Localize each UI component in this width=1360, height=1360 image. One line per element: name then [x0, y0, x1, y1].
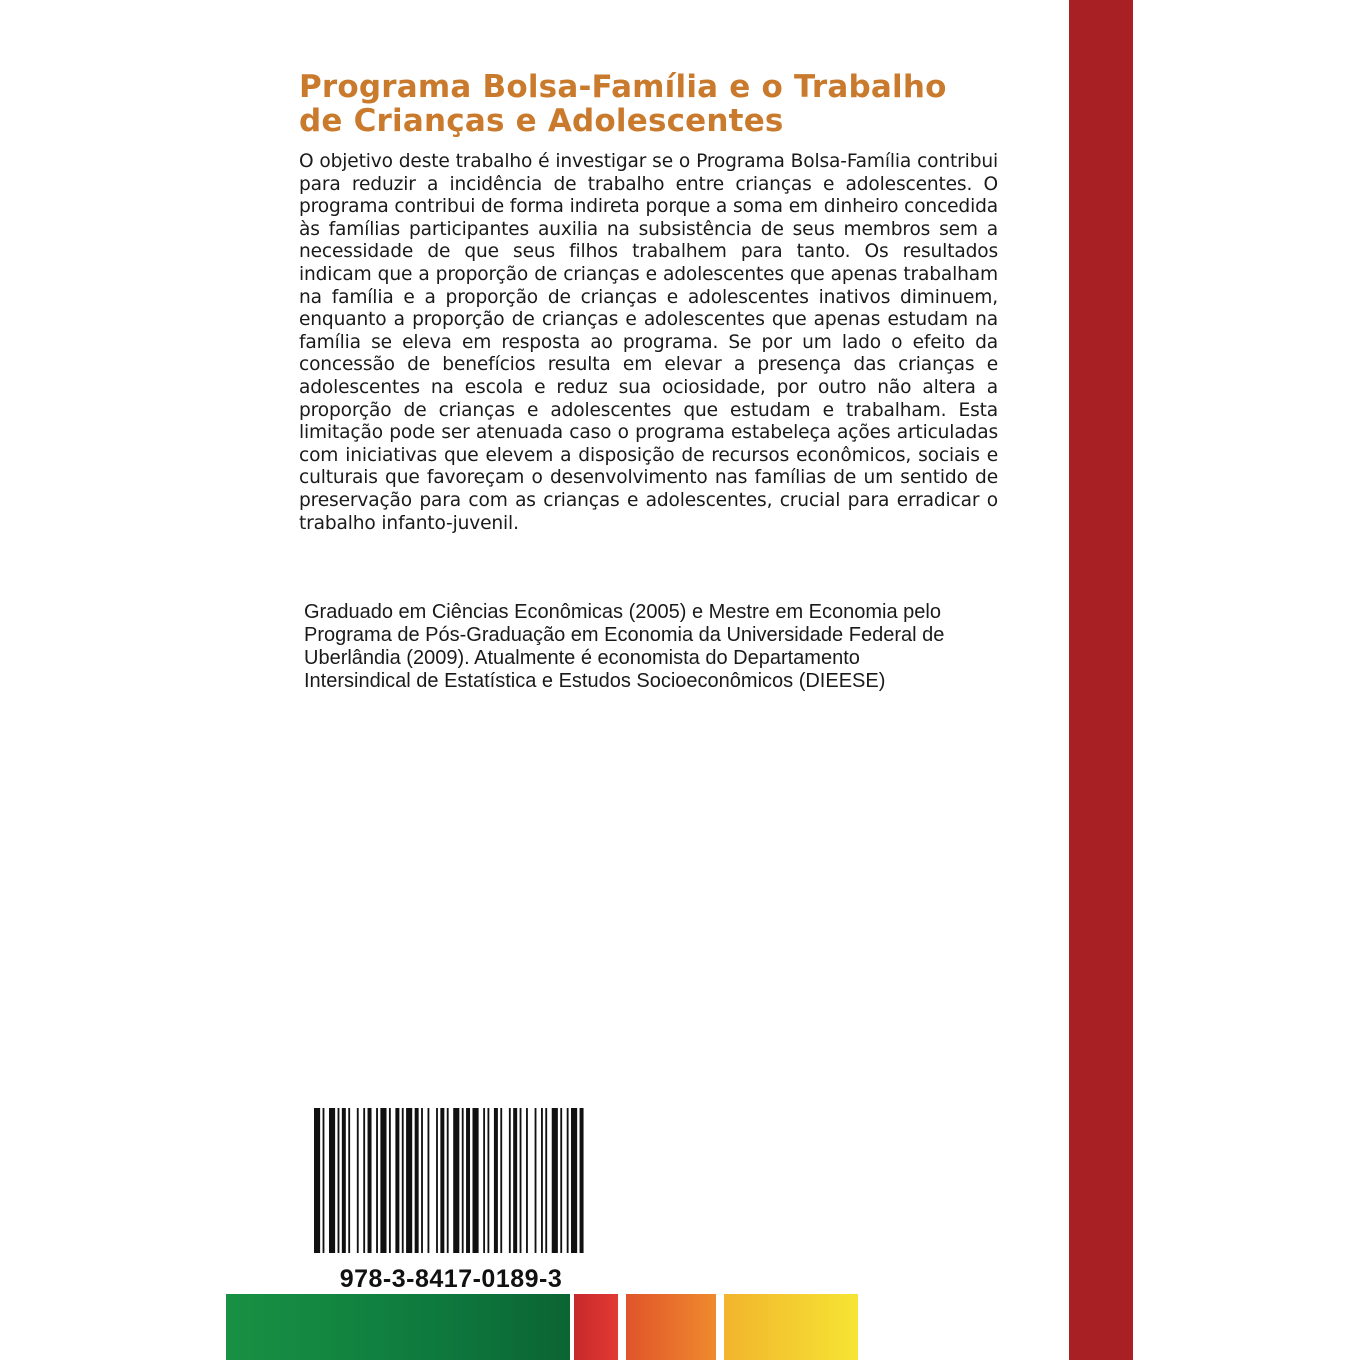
barcode-bar	[323, 1108, 325, 1253]
barcode-icon	[314, 1108, 586, 1253]
barcode-bar	[552, 1108, 558, 1253]
barcode-bar	[509, 1108, 511, 1253]
barcode-bar	[535, 1108, 537, 1253]
bio-line-4: Intersindical de Estatística e Estudos Socioeconômicos (DIEESE)	[304, 670, 886, 692]
color-strip-orange	[626, 1294, 716, 1360]
barcode-bar	[376, 1108, 378, 1253]
barcode-bar	[329, 1108, 335, 1253]
bio-line-3: Uberlândia (2009). Atualmente é economista do Departamento	[304, 647, 860, 669]
barcode-bar	[395, 1108, 399, 1253]
barcode-bar	[453, 1108, 459, 1253]
barcode-bar	[338, 1108, 340, 1253]
barcode-bar	[406, 1108, 412, 1253]
barcode-bar	[567, 1108, 569, 1253]
barcode-bar	[526, 1108, 528, 1253]
spine-color-bar	[1069, 0, 1133, 1360]
book-title	[299, 70, 999, 138]
barcode-bar	[545, 1108, 547, 1253]
barcode-bar	[402, 1108, 404, 1253]
bio-line-1: Graduado em Ciências Econômicas (2005) e Mestre em Economia pelo	[304, 601, 941, 623]
barcode-bar	[342, 1108, 346, 1253]
isbn-number: 978-3-8417-0189-3	[339, 1265, 563, 1293]
barcode-bar	[483, 1108, 485, 1253]
barcode-bar	[487, 1108, 489, 1253]
barcode-bar	[580, 1108, 584, 1253]
color-strip-yellow	[724, 1294, 858, 1360]
title-line-1: Programa Bolsa-Família e o Trabalho	[299, 69, 947, 105]
barcode-bar	[380, 1108, 386, 1253]
barcode-bar	[494, 1108, 498, 1253]
barcode-bar	[447, 1108, 449, 1253]
barcode-bar	[348, 1108, 350, 1253]
barcode-bar	[541, 1108, 543, 1253]
barcode-bar	[571, 1108, 577, 1253]
barcode-bar	[440, 1108, 444, 1253]
barcode-bar	[357, 1108, 359, 1253]
barcode-bar	[368, 1108, 372, 1253]
barcode-bar	[520, 1108, 522, 1253]
author-bio	[304, 601, 994, 693]
barcode-bar	[421, 1108, 423, 1253]
title-line-2: de Crianças e Adolescentes	[299, 103, 784, 139]
barcode-bar	[314, 1108, 320, 1253]
bio-line-2: Programa de Pós-Graduação em Economia da Universidade Federal de	[304, 624, 945, 646]
barcode-bar	[436, 1108, 438, 1253]
color-strip-red	[574, 1294, 618, 1360]
barcode-bar	[428, 1108, 430, 1253]
color-strip-green	[226, 1294, 570, 1360]
barcode-bar	[363, 1108, 365, 1253]
barcode-bar	[466, 1108, 470, 1253]
barcode-bar	[462, 1108, 464, 1253]
barcode-bar	[389, 1108, 391, 1253]
barcode-bar	[415, 1108, 419, 1253]
barcode-bar	[500, 1108, 502, 1253]
barcode-bar	[472, 1108, 478, 1253]
barcode-bar	[560, 1108, 562, 1253]
abstract-text: O objetivo deste trabalho é investigar se o Programa Bolsa-Família contribui para reduzir a incidência de trabalho entre crianças e adolescentes. O programa contribui de forma indireta porque a soma em dinheiro concedida às famílias participantes auxilia na subsistência de seus membros sem a necessidade de que seus filhos trabalhem para tanto. Os resultados indicam que a proporção de crianças e adolescentes que apenas trabalham na família e a proporção de crianças e adolescentes inativos diminuem, enquanto a proporção de crianças e adolescentes que apenas estudam na família se eleva em resposta ao programa. Se por um lado o efeito da concessão de benefícios resulta em elevar a presença das crianças e adolescentes na escola e reduz sua ociosidade, por outro não altera a proporção de crianças e adolescentes que estudam e trabalham. Esta limitação pode ser atenuada caso o programa estabeleça ações articuladas com iniciativas que elevem a disposição de recursos econômicos, sociais e culturais que favoreçam o desenvolvimento nas famílias de um sentido de preservação para com as crianças e adolescentes, crucial para erradicar o trabalho infanto-juvenil.	[299, 151, 998, 534]
barcode-bar	[513, 1108, 517, 1253]
